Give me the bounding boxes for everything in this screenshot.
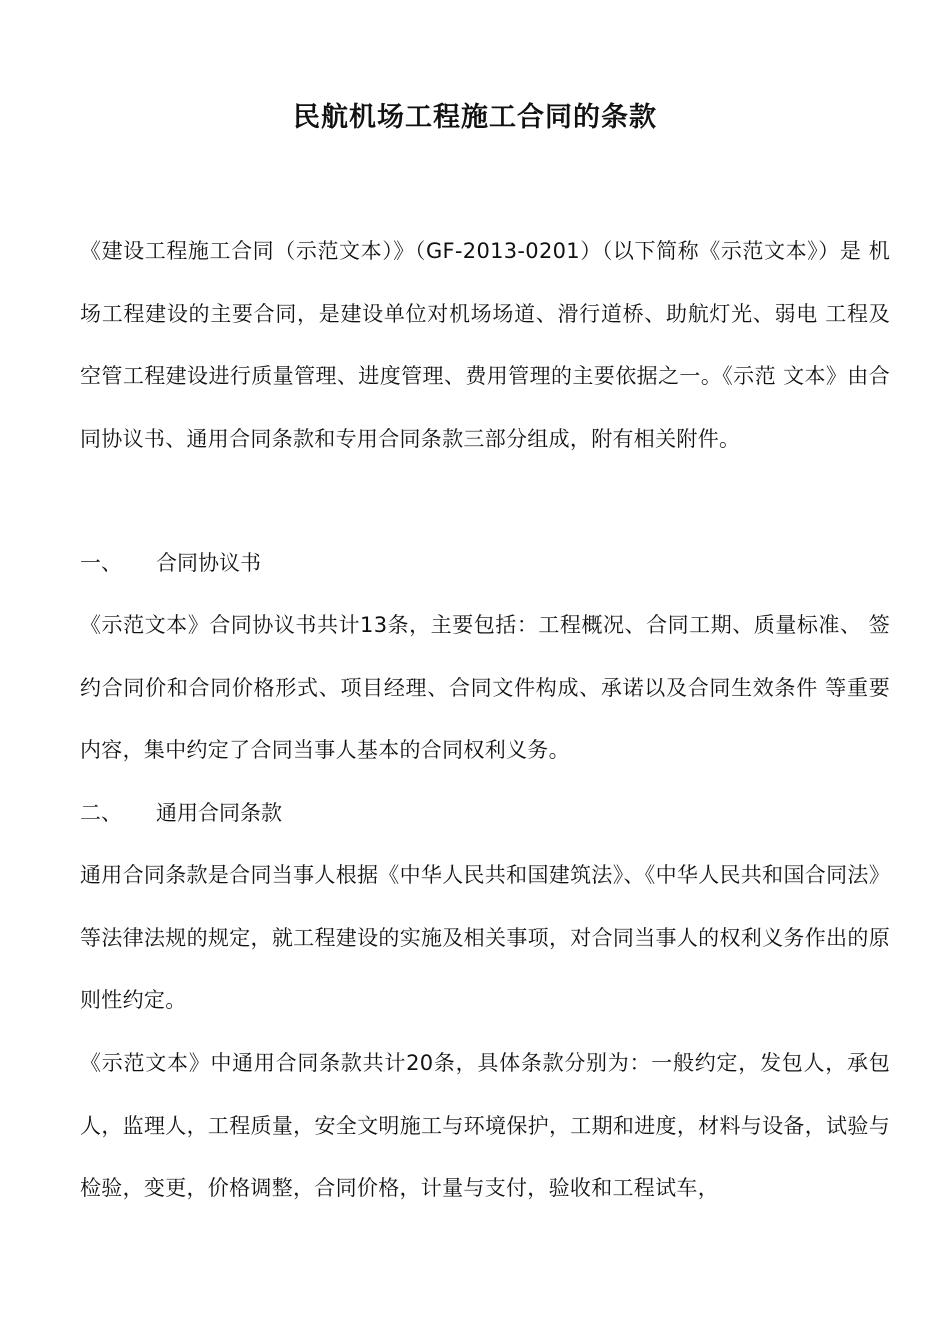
section-number: 二、 [80,801,122,825]
agreement-paragraph: 《示范文本》合同协议书共计13条，主要包括：工程概况、合同工期、质量标准、 签约合同价和合同价格形式、项目经理、合同文件构成、承诺以及合同生效条件 等重要内容，集中约定了合同当事人基本的合同权利义务。 [80,613,890,762]
section-heading-1 [80,532,890,595]
general-terms-paragraph: 通用合同条款是合同当事人根据《中华人民共和国建筑法》、《中华人民共和国合同法》等法律法规的规定，就工程建设的实施及相关事项，对合同当事人的权利义务作出的原则性约定。 [80,863,890,1012]
section-number: 一、 [80,551,122,575]
section-title: 合同协议书 [156,551,261,575]
intro-paragraph: 《建设工程施工合同（示范文本）》（GF-2013-0201）（以下简称《示范文本》）是 机场工程建设的主要合同，是建设单位对机场场道、滑行道桥、助航灯光、弱电 工程及空管工程建设进行质量管理、进度管理、费用管理的主要依据之一。《示范 文本》由合同协议书、通用合同条款和专用合同条款三部分组成，附有相关附件。 [80,239,890,451]
section-title: 通用合同条款 [156,801,282,825]
general-terms-list-paragraph: 《示范文本》中通用合同条款共计20条，具体条款分别为：一般约定，发包人，承包人，监理人，工程质量，安全文明施工与环境保护，工期和进度，材料与设备，试验与检验，变更，价格调整，合同价格，计量与支付，验收和工程试车， [80,1051,890,1200]
section-heading-2 [80,782,890,845]
document-title: 民航机场工程施工合同的条款 [293,102,657,133]
